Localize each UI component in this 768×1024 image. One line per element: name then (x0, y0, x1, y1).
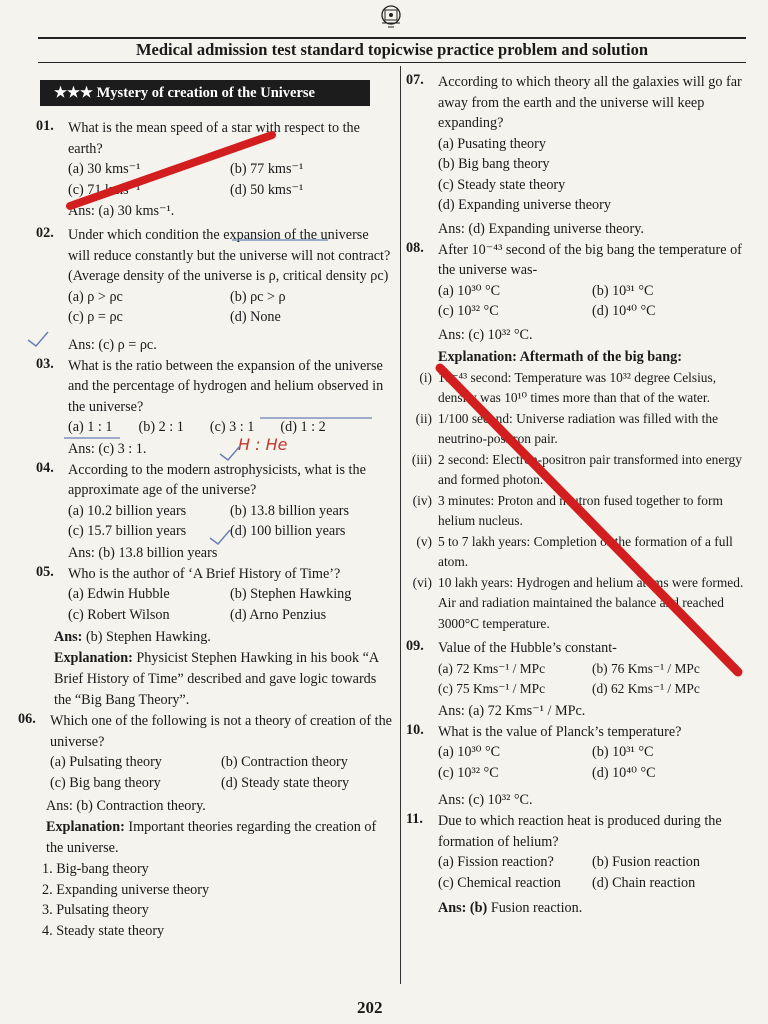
option-a: (a) Pusating theory (438, 135, 546, 152)
left-column (18, 118, 392, 941)
answer: Ans: (b) Contraction theory. (46, 798, 206, 814)
option-b: (b) Big bang theory (438, 156, 550, 172)
answer: Ans: (c) ρ = ρc. (68, 336, 157, 353)
section-title-banner: ★★★ Mystery of creation of the Universe (40, 80, 370, 106)
answer-text: Ans: (c) 3 : 1. (68, 440, 147, 457)
option-c: (c) ρ = ρc (68, 309, 123, 325)
option-d: (d) 1 : 2 (280, 419, 326, 435)
explanation-label: Explanation: (54, 650, 133, 666)
options (50, 752, 392, 793)
option-d: (d) 100 billion years (230, 523, 346, 539)
question-text: Who is the author of ‘A Brief History of Time’? (68, 565, 341, 582)
option-a: (a) Edwin Hubble (68, 586, 170, 602)
option-a: (a) 10³⁰ °C (438, 744, 501, 760)
question-number: 06. (18, 711, 36, 727)
row-text: 2 second: Electron-positron pair transformed into energy and formed photon. (438, 451, 742, 487)
option-c: (c) Robert Wilson (68, 606, 170, 623)
row-number: (vi) (412, 574, 432, 590)
options (68, 159, 392, 200)
explanation-text: Physicist Stephen Hawking in his book “A Brief History of Time” described and gave logic towards the “Big Bang Theory”. (54, 650, 379, 708)
question-text: Which one of the following is not a theory of creation of the universe? (50, 713, 392, 750)
answer-label: Ans: (b) (438, 900, 488, 916)
timeline-row (406, 491, 746, 532)
question-text: What is the ratio between the expansion of the universe and the percentage of hydrogen and helium observed in the universe? (68, 357, 384, 415)
explanation (46, 817, 392, 859)
timeline-row (406, 368, 746, 409)
option-a: (a) 10.2 billion years (68, 502, 187, 519)
row-text: 10⁻⁴³ second: Temperature was 10³² degree Celsius, density was 10¹⁰ times more than that of the water. (438, 369, 717, 405)
question-number: 11. (406, 811, 423, 827)
right-column (406, 72, 746, 919)
question-text: After 10⁻⁴³ second of the big bang the temperature of the universe was- (438, 241, 742, 278)
option-d: (d) 62 Kms⁻¹ / MPc (592, 681, 700, 696)
explanation-title: Explanation: Aftermath of the big bang: (438, 348, 682, 365)
option-a: (a) Fission reaction? (438, 854, 554, 870)
list-item: 4. Steady state theory (42, 922, 165, 939)
option-c: (c) 10³² °C (438, 764, 499, 781)
big-bang-timeline (406, 368, 746, 635)
question-number: 02. (36, 225, 54, 241)
page-number: 202 (357, 998, 383, 1017)
explanation (54, 648, 392, 711)
question-11 (406, 811, 746, 919)
option-d: (d) 10⁴⁰ °C (592, 764, 656, 781)
option-c: (c) Steady state theory (438, 176, 566, 193)
question-08 (406, 240, 746, 635)
question-number: 08. (406, 239, 424, 256)
answer: Ans: (b) 13.8 billion years (68, 544, 218, 561)
column-divider (400, 66, 401, 984)
answer: Ans: (c) 10³² °C. (438, 326, 533, 343)
row-number: (v) (416, 533, 432, 549)
question-number: 03. (36, 355, 54, 372)
question-text: What is the mean speed of a star with respect to the earth? (68, 120, 360, 157)
options (438, 742, 746, 783)
option-a: (a) 72 Kms⁻¹ / MPc (438, 660, 546, 676)
option-a: (a) Pulsating theory (50, 754, 162, 770)
page-header-title: Medical admission test standard topicwise practice problem and solution (135, 40, 649, 59)
option-c: (c) 10³² °C (438, 303, 499, 319)
option-a: (a) 10³⁰ °C (438, 282, 501, 299)
option-c: (c) 75 Kms⁻¹ / MPc (438, 681, 546, 696)
answer: Ans: (a) 30 kms⁻¹. (68, 203, 175, 219)
option-d: (d) Arno Penzius (230, 606, 327, 623)
options (438, 659, 746, 700)
question-text: What is the value of Planck’s temperature? (438, 723, 682, 740)
question-10 (406, 722, 746, 812)
question-text: Value of the Hubble’s constant- (438, 640, 617, 656)
question-number: 01. (36, 118, 54, 134)
question-number: 10. (406, 721, 424, 738)
answer: Ans: (d) Expanding universe theory. (438, 220, 644, 237)
question-number: 05. (36, 563, 54, 580)
option-b: (b) 76 Kms⁻¹ / MPc (592, 660, 700, 676)
list-item: 3. Pulsating theory (42, 902, 149, 918)
row-number: (iv) (412, 492, 432, 508)
option-c: (c) Chemical reaction (438, 874, 561, 891)
answer-label: Ans: (54, 629, 83, 645)
row-number: (ii) (415, 410, 432, 426)
option-b: (b) 77 kms⁻¹ (230, 161, 304, 177)
row-text: 1/100 second: Universe radiation was filled with the neutrino-positron pair. (438, 410, 719, 446)
question-07 (406, 72, 746, 240)
answer: Ans: (a) 72 Kms⁻¹ / MPc. (438, 702, 586, 719)
option-c: (c) 3 : 1 (209, 419, 255, 435)
options (68, 584, 392, 625)
question-05 (36, 564, 392, 712)
question-06 (18, 711, 392, 941)
option-a: (a) 30 kms⁻¹ (68, 161, 141, 177)
options (438, 281, 746, 322)
question-02 (36, 225, 392, 356)
question-01 (36, 118, 392, 222)
option-c: (c) 71 kms⁻¹ (68, 181, 141, 198)
options (68, 287, 392, 328)
list-item: 1. Big-bang theory (42, 861, 149, 877)
option-d: (d) Expanding universe theory (438, 197, 611, 213)
options (68, 501, 392, 542)
option-b: (b) 2 : 1 (138, 419, 184, 435)
row-number: (iii) (411, 451, 432, 467)
publisher-logo-icon (374, 3, 408, 31)
option-b: (b) ρc > ρ (230, 288, 286, 305)
options (68, 417, 392, 438)
question-text: According to the modern astrophysicists, what is the approximate age of the universe? (68, 461, 366, 498)
question-09 (406, 638, 746, 722)
options (438, 134, 746, 216)
timeline-row (406, 450, 746, 491)
question-number: 07. (406, 72, 424, 88)
option-a: (a) 1 : 1 (68, 419, 113, 435)
question-03 (36, 356, 392, 460)
question-number: 04. (36, 459, 54, 476)
question-text: Under which condition the expansion of the universe will reduce constantly but the universe will not contract? (Average density of the universe is ρ, critical density ρc) (68, 227, 391, 284)
option-d: (d) Steady state theory (221, 774, 350, 791)
answer (438, 897, 746, 919)
question-number: 09. (406, 638, 424, 654)
row-number: (i) (419, 369, 432, 385)
option-b: (b) 10³¹ °C (592, 282, 654, 299)
question-04 (36, 460, 392, 564)
answer: Ans: (c) 10³² °C. (438, 792, 533, 808)
option-d: (d) 10⁴⁰ °C (592, 303, 656, 319)
list-item: 2. Expanding universe theory (42, 881, 210, 898)
theory-list (42, 859, 392, 941)
question-text: According to which theory all the galaxies will go far away from the earth and the universe will keep expanding? (438, 74, 742, 131)
timeline-row (406, 532, 746, 573)
option-a: (a) ρ > ρc (68, 288, 123, 305)
explanation-text: Important theories regarding the creation of the universe. (46, 819, 377, 856)
option-b: (b) 13.8 billion years (230, 502, 349, 519)
row-text: 10 lakh years: Hydrogen and helium atoms were formed. Air and radiation maintained the balance and reached 3000°C temperature. (438, 574, 744, 631)
header-bottom-rule (38, 62, 746, 63)
handwritten-note: H : He (238, 434, 288, 454)
answer (54, 627, 392, 648)
answer-text: Fusion reaction. (490, 900, 583, 916)
options (438, 852, 746, 893)
question-text: Due to which reaction heat is produced during the formation of helium? (438, 813, 722, 850)
timeline-row (406, 409, 746, 450)
option-b: (b) Contraction theory (221, 754, 348, 770)
option-b: (b) Stephen Hawking (230, 586, 352, 602)
option-c: (c) Big bang theory (50, 774, 161, 791)
option-b: (b) 10³¹ °C (592, 744, 654, 760)
option-c: (c) 15.7 billion years (68, 523, 187, 539)
option-d: (d) None (230, 309, 281, 325)
row-text: 5 to 7 lakh years: Completion of the formation of a full atom. (438, 533, 733, 569)
answer-text: (b) Stephen Hawking. (85, 629, 211, 645)
option-d: (d) Chain reaction (592, 874, 696, 891)
option-b: (b) Fusion reaction (592, 854, 700, 870)
explanation-label: Explanation: (46, 819, 125, 835)
timeline-row (406, 573, 746, 635)
answer (68, 434, 392, 460)
option-d: (d) 50 kms⁻¹ (230, 181, 304, 198)
row-text: 3 minutes: Proton and neutron fused together to form helium nucleus. (438, 492, 723, 528)
